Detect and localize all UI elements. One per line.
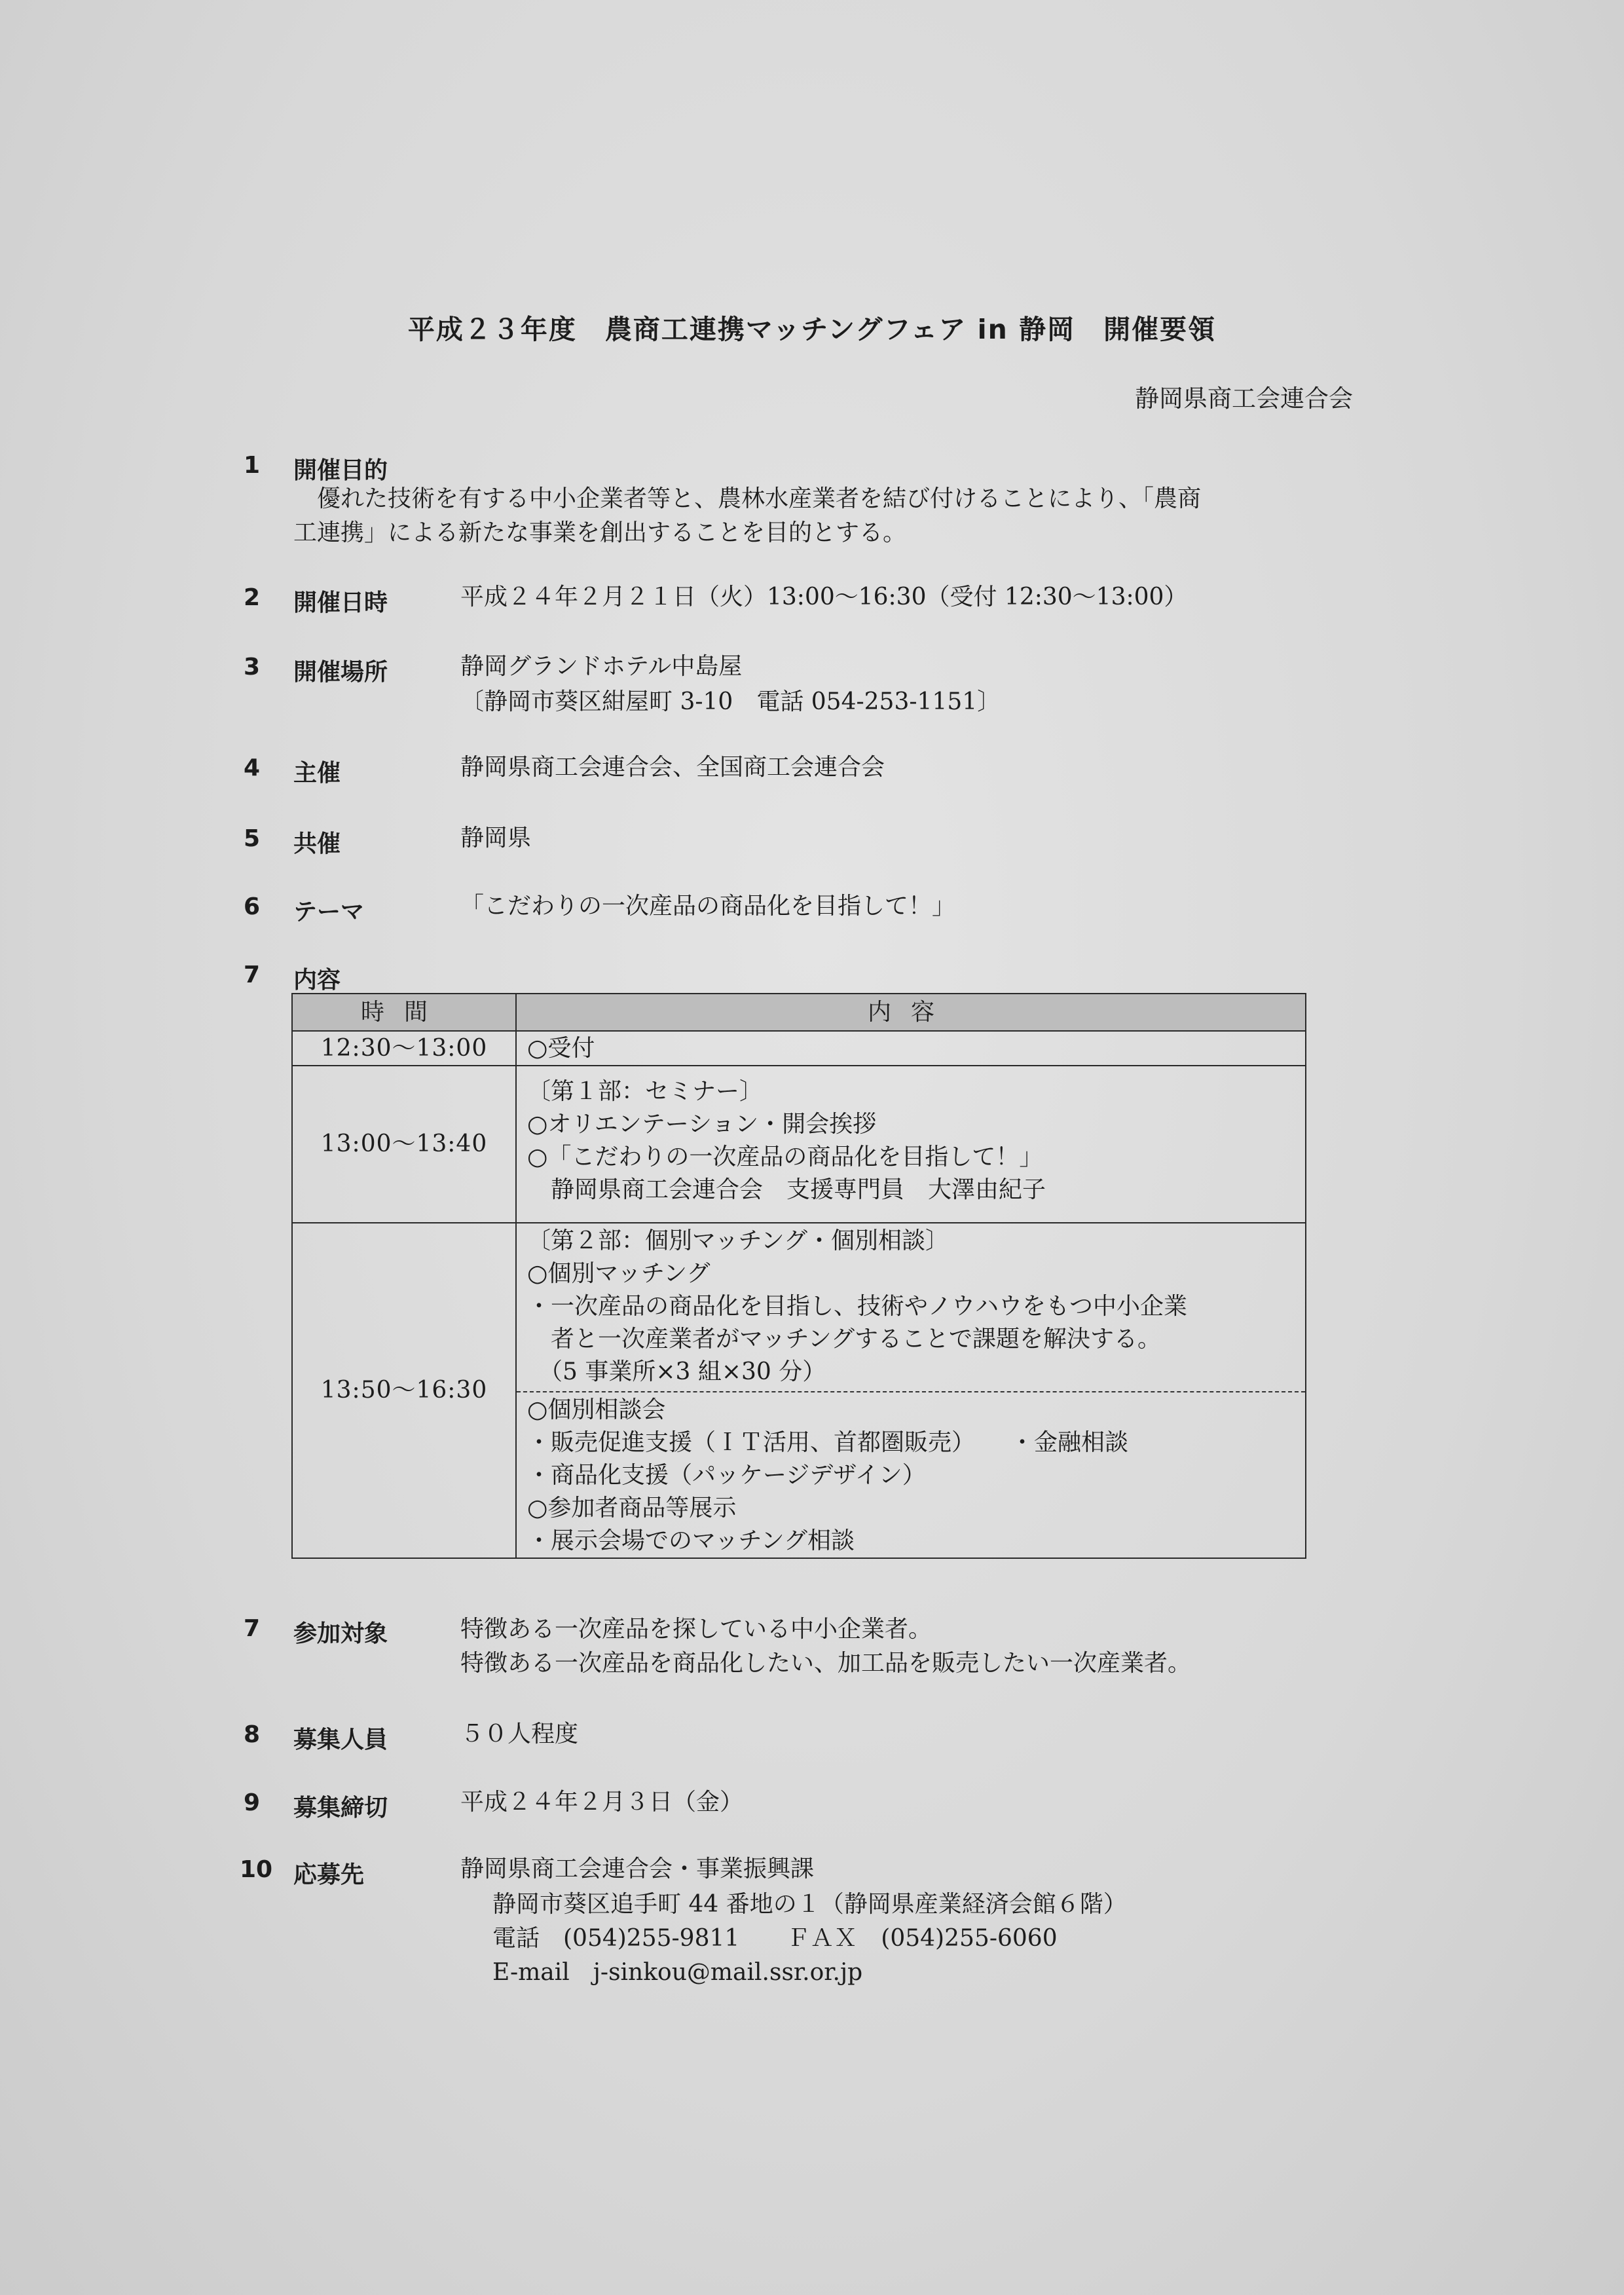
section-number: 9 <box>244 1789 261 1816</box>
table-row <box>292 1223 1306 1558</box>
venue-address: 〔静岡市葵区紺屋町 3-10 電話 054-253-1151〕 <box>460 688 1001 715</box>
section-heading-host: 主催 <box>293 760 341 787</box>
venue-name: 静岡グランドホテル中島屋 <box>460 653 743 680</box>
target-value: 特徴ある一次産品を商品化したい、加工品を販売したい一次産業者。 <box>460 1650 1192 1677</box>
table-row <box>292 1066 1306 1223</box>
contact-org: 静岡県商工会連合会・事業振興課 <box>460 1856 815 1882</box>
row-content-line: 者と一次産業者がマッチングすることで課題を解決する。 <box>527 1326 1162 1353</box>
table-header-row <box>292 994 1306 1031</box>
organization-name: 静岡県商工会連合会 <box>1135 384 1353 413</box>
capacity-value: ５０人程度 <box>460 1721 579 1747</box>
row-content-line: ○個別相談会 <box>527 1396 666 1423</box>
target-value: 特徴ある一次産品を探している中小企業者。 <box>460 1616 932 1643</box>
contact-phone-fax: 電話 (054)255-9811 ＦＡＸ (054)255-6060 <box>492 1925 1058 1952</box>
section-heading-content: 内容 <box>293 967 341 994</box>
row-time: 13:50～16:30 <box>292 1223 516 1558</box>
table-header-time: 時間 <box>292 994 516 1031</box>
section-heading-purpose: 開催目的 <box>293 457 388 484</box>
row-content-line: ・販売促進支援（ＩＴ活用、首都圏販売） ・金融相談 <box>527 1429 1129 1456</box>
section-number: 4 <box>244 755 261 781</box>
purpose-line: 優れた技術を有する中小企業者等と、農林水産業者を結び付けることにより、「農商 <box>293 485 1202 512</box>
section-number: 10 <box>240 1856 273 1883</box>
section-number: 5 <box>244 825 261 852</box>
section-heading-theme: テーマ <box>293 899 365 925</box>
section-heading-contact: 応募先 <box>293 1861 365 1888</box>
section-number: 6 <box>244 893 261 920</box>
section-number: 1 <box>244 452 261 479</box>
host-value: 静岡県商工会連合会、全国商工会連合会 <box>460 754 885 781</box>
purpose-text <box>293 482 1354 550</box>
row-content-line: ・展示会場でのマッチング相談 <box>527 1527 855 1554</box>
table-header-content: 内容 <box>516 994 1306 1031</box>
row-content-line: 〔第２部：個別マッチング・個別相談〕 <box>527 1227 950 1254</box>
section-number: 7 <box>244 1615 261 1642</box>
row-content-line: ・一次産品の商品化を目指し、技術やノウハウをもつ中小企業 <box>527 1293 1188 1320</box>
row-content-line: （5 事業所×3 組×30 分） <box>527 1358 826 1385</box>
section-heading-cohost: 共催 <box>293 830 341 857</box>
section-number: 2 <box>244 584 261 611</box>
section-heading-target: 参加対象 <box>293 1620 388 1647</box>
row-content-line: ・商品化支援（パッケージデザイン） <box>527 1462 926 1489</box>
row-content-line: ○受付 <box>527 1034 595 1062</box>
row-content-line: 静岡県商工会連合会 支援専門員 大澤由紀子 <box>527 1176 1046 1203</box>
row-content-line: ○オリエンテーション・開会挨拶 <box>527 1111 877 1138</box>
section-heading-deadline: 募集締切 <box>293 1795 388 1821</box>
datetime-value: 平成２４年２月２１日（火）13:00～16:30（受付 12:30～13:00） <box>460 584 1188 610</box>
purpose-line: 工連携」による新たな事業を創出することを目的とする。 <box>293 519 907 546</box>
cohost-value: 静岡県 <box>460 825 532 851</box>
schedule-table <box>291 993 1306 1559</box>
row-content <box>516 1066 1306 1223</box>
section-number: 8 <box>244 1721 261 1748</box>
deadline-value: 平成２４年２月３日（金） <box>460 1789 744 1816</box>
consultation-block <box>517 1392 1305 1558</box>
table-row <box>292 1031 1306 1066</box>
section-number: 7 <box>244 961 261 988</box>
section-heading-datetime: 開催日時 <box>293 589 388 616</box>
row-content <box>516 1031 1306 1066</box>
row-time: 13:00～13:40 <box>292 1066 516 1223</box>
section-heading-venue: 開催場所 <box>293 659 388 686</box>
row-content-line: 〔第１部：セミナー〕 <box>527 1078 764 1105</box>
row-content-line: ○個別マッチング <box>527 1260 710 1287</box>
document-title: 平成２３年度 農商工連携マッチングフェア in 静岡 開催要領 <box>407 314 1217 345</box>
row-time: 12:30～13:00 <box>292 1031 516 1066</box>
section-heading-capacity: 募集人員 <box>293 1726 388 1753</box>
contact-address: 静岡市葵区追手町 44 番地の１（静岡県産業経済会館６階） <box>492 1891 1127 1918</box>
row-content-line: ○「こだわりの一次産品の商品化を目指して！」 <box>527 1144 1043 1170</box>
theme-value: 「こだわりの一次産品の商品化を目指して！」 <box>460 893 956 920</box>
section-number: 3 <box>244 654 261 681</box>
contact-email: E-mail j-sinkou@mail.ssr.or.jp <box>492 1959 863 1986</box>
matching-block <box>517 1223 1305 1392</box>
row-content-line: ○参加者商品等展示 <box>527 1495 737 1521</box>
row-content <box>516 1223 1306 1558</box>
